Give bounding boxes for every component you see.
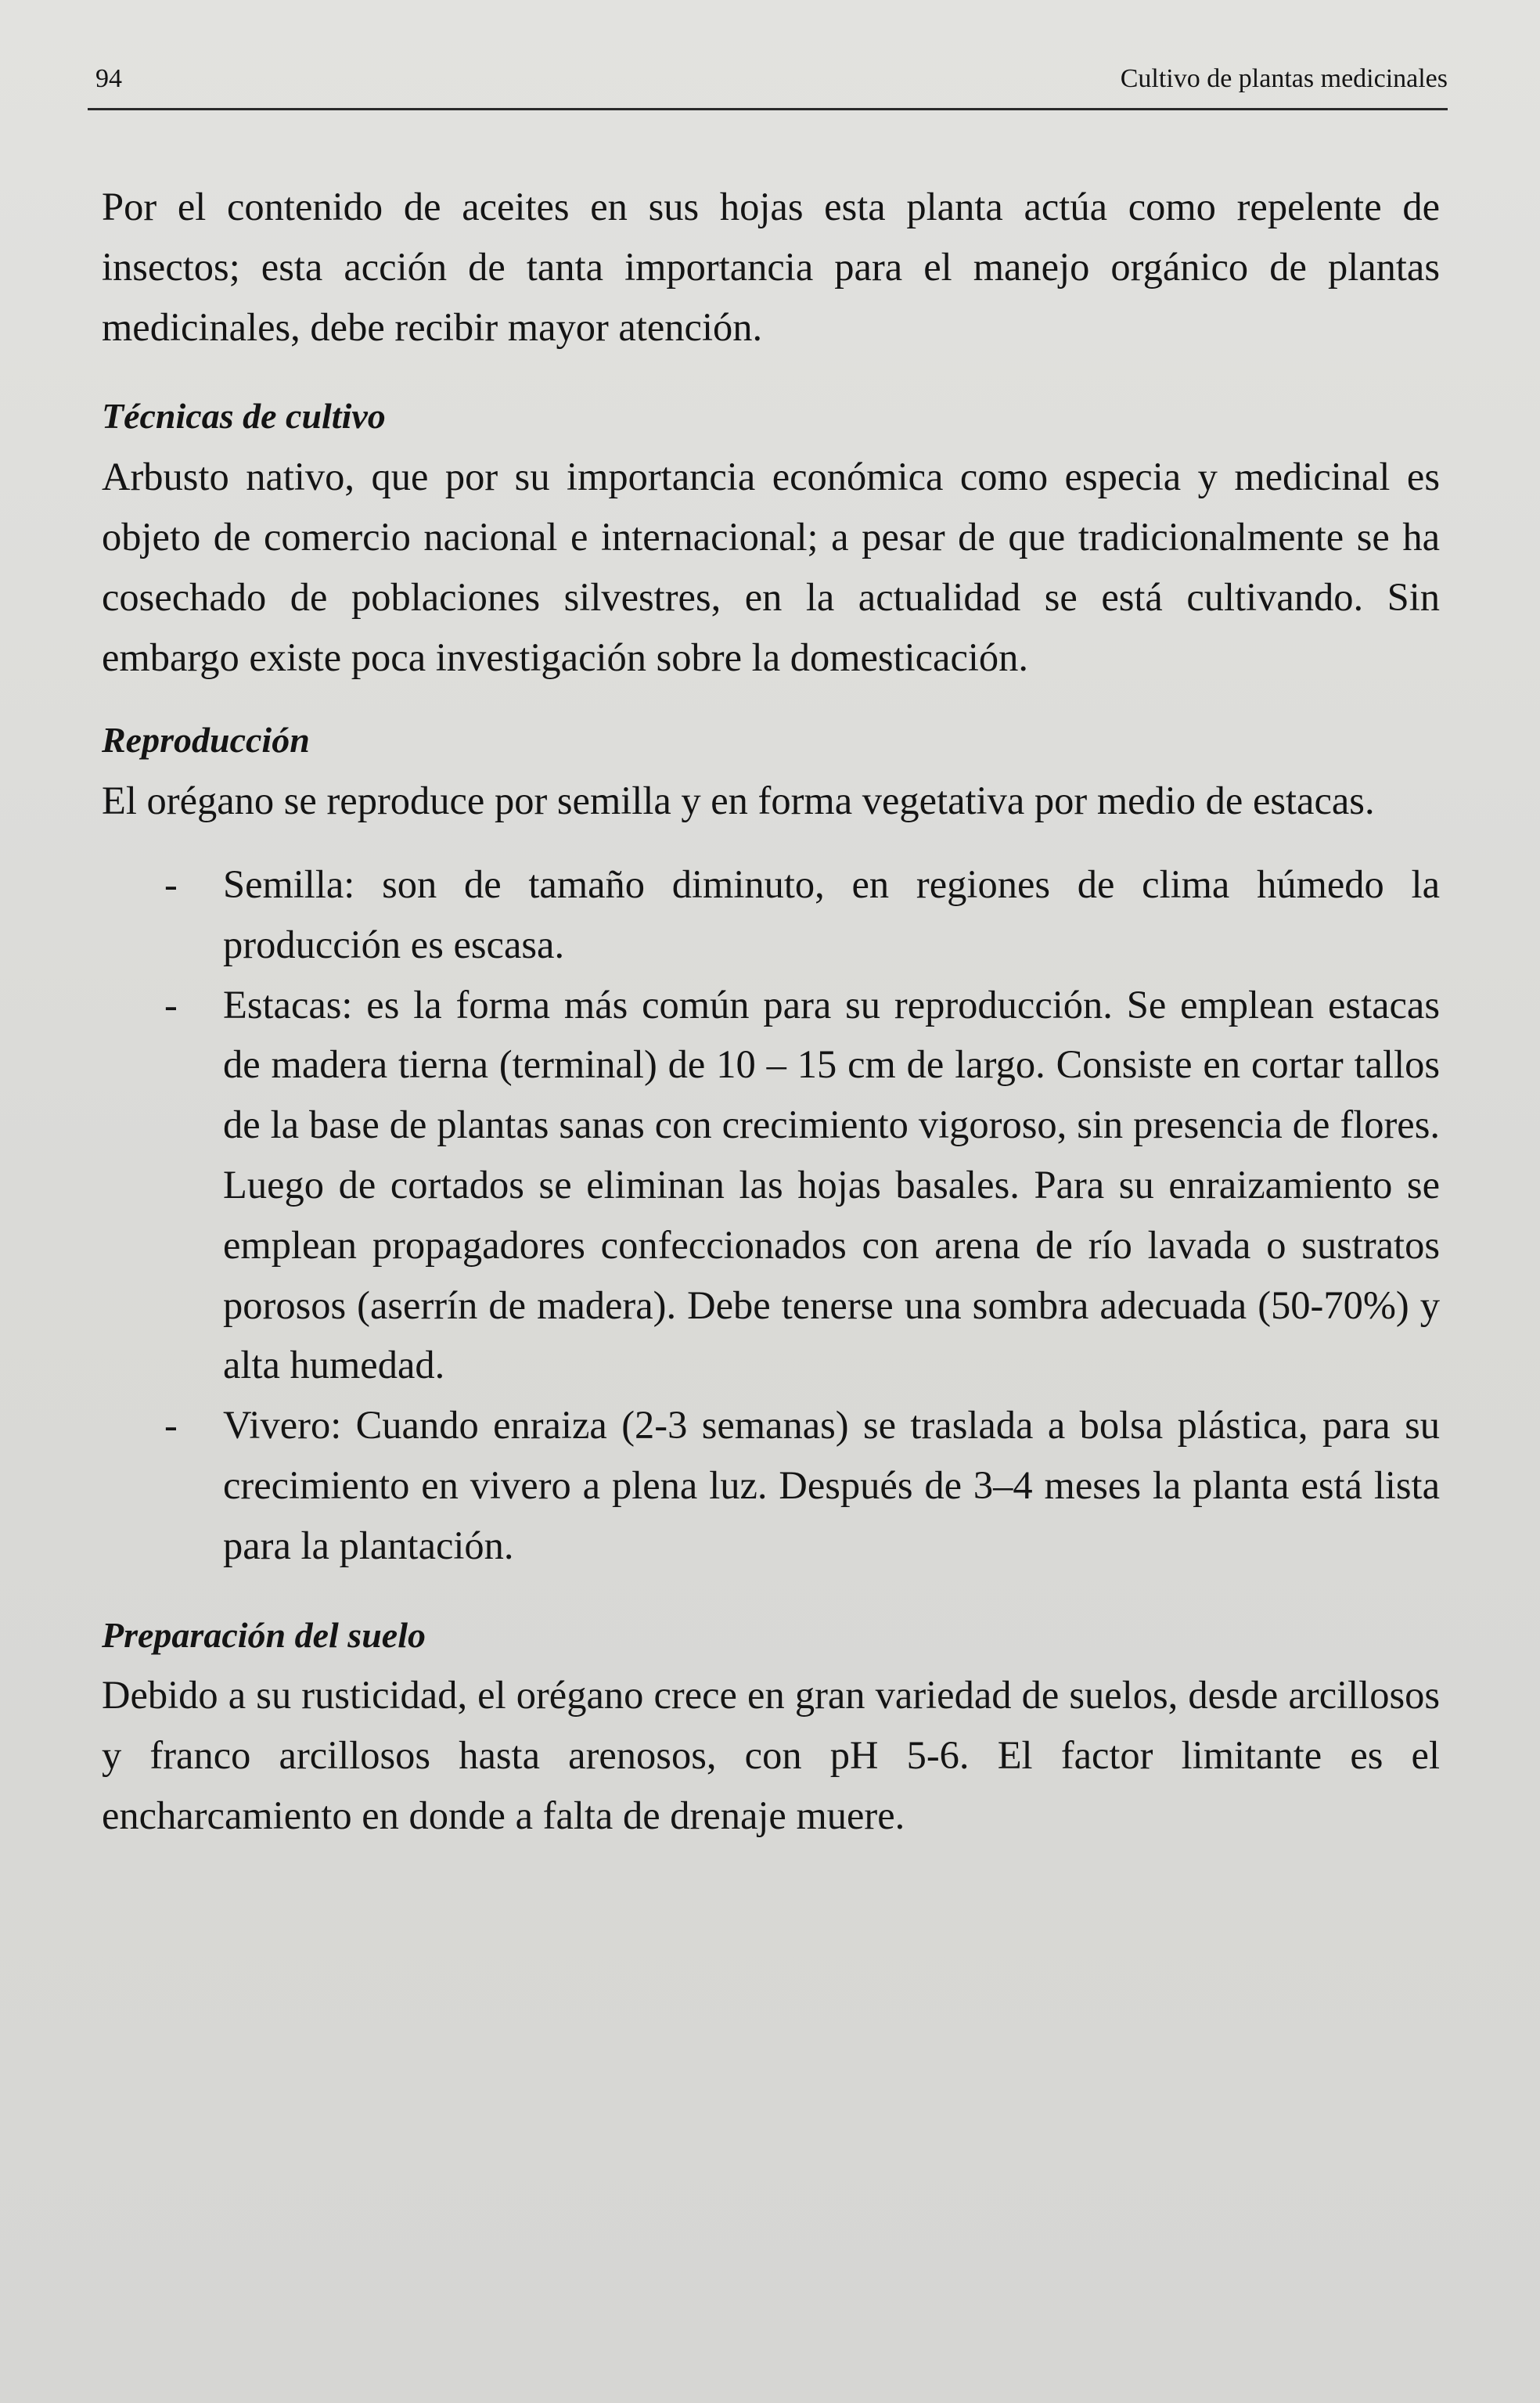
list-item-vivero	[102, 1395, 1440, 1575]
spacer	[102, 687, 1440, 710]
spacer	[102, 1576, 1440, 1606]
list-bullet: -	[164, 982, 178, 1027]
list-item-semilla	[102, 854, 1440, 975]
heading-tecnicas-de-cultivo: Técnicas de cultivo	[102, 396, 386, 437]
heading-reproduccion: Reproducción	[102, 720, 310, 761]
page-number: 94	[95, 64, 122, 93]
suelo-paragraph: Debido a su rusticidad, el orégano crece en gran variedad de suelos, desde arcillosos y franco arcillosos hasta arenosos, con pH 5-6. El factor limitante es el encharcamiento en donde a falta de drenaje muere.	[102, 1673, 1440, 1837]
list-item-text: Semilla: son de tamaño diminuto, en regiones de clima húmedo la producción es escasa.	[223, 862, 1440, 966]
body-text	[102, 177, 1440, 1846]
spacer	[102, 831, 1440, 854]
reproduction-methods-list	[102, 854, 1440, 1576]
header-rule	[88, 108, 1448, 110]
intro-paragraph: Por el contenido de aceites en sus hojas esta planta actúa como repelente de insectos; esta acción de tanta importancia para el manejo orgánico de plantas medicinales, debe recibir mayor atención.	[102, 185, 1440, 349]
heading-preparacion-del-suelo: Preparación del suelo	[102, 1614, 426, 1655]
running-header	[88, 63, 1448, 102]
reproduccion-paragraph: El orégano se reproduce por semilla y en forma vegetativa por medio de estacas.	[102, 779, 1375, 823]
tecnicas-paragraph: Arbusto nativo, que por su importancia económica como especia y medicinal es objeto de comercio nacional e internacional; a pesar de que tradicionalmente se ha cosechado de poblaciones silvestres, en la actualidad se está cultivando. Sin embargo existe poca investigación sobre la domesticación.	[102, 455, 1440, 679]
list-bullet: -	[164, 1403, 178, 1448]
running-title: Cultivo de plantas medicinales	[1120, 64, 1448, 93]
spacer	[102, 357, 1440, 387]
list-item-text: Vivero: Cuando enraiza (2-3 semanas) se traslada a bolsa plástica, para su crecimiento en vivero a plena luz. Después de 3–4 meses la planta está lista para la plantación.	[223, 1403, 1440, 1567]
list-item-estacas	[102, 975, 1440, 1396]
list-item-text: Estacas: es la forma más común para su reproducción. Se emplean estacas de madera tierna (terminal) de 10 – 15 cm de largo. Consiste en cortar tallos de la base de plantas sanas con crecimiento vigoroso, sin presencia de flores. Luego de cortados se eliminan las hojas basales. Para su enraizamiento se emplean propagadores confeccionados con arena de río lavada o sustratos porosos (aserrín de madera). Debe tenerse una sombra adecuada (50-70%) y alta humedad.	[223, 982, 1440, 1387]
list-bullet: -	[164, 862, 178, 906]
